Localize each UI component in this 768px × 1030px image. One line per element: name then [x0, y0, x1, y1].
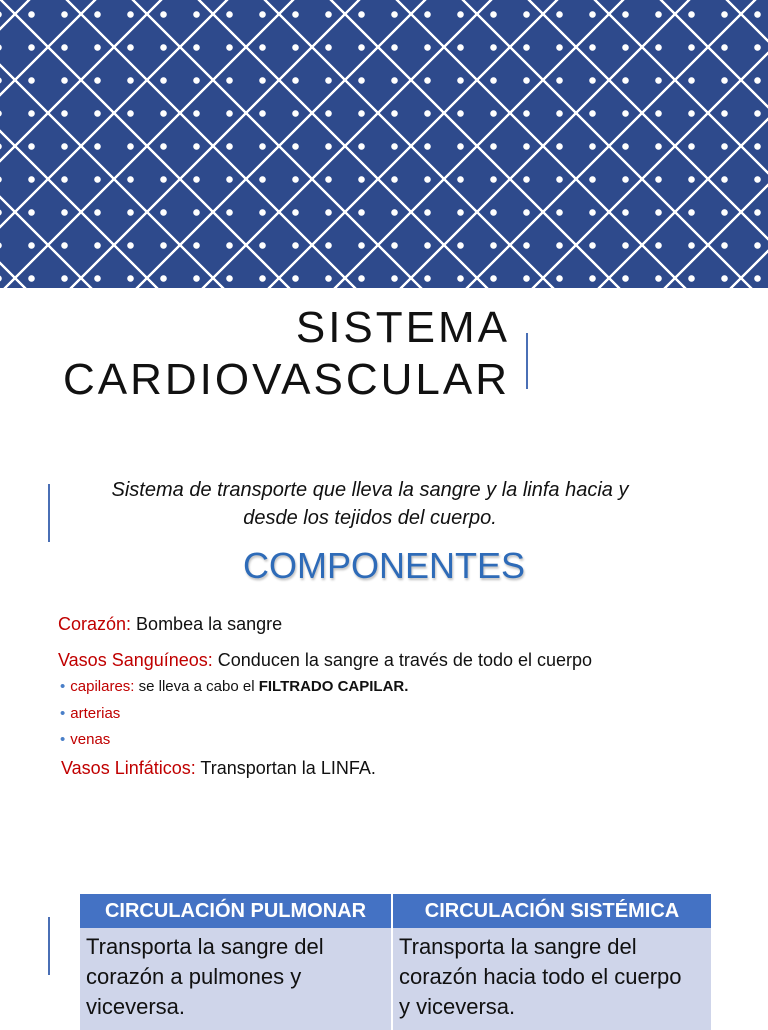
term-vasos-sanguineos: Vasos Sanguíneos:: [58, 650, 213, 670]
subtitle-line-2: desde los tejidos del cuerpo.: [243, 507, 497, 529]
cell-pulmonar-line-2: corazón a pulmones y: [86, 964, 302, 989]
bullet-icon: •: [60, 705, 66, 722]
desc-vasos-linfaticos: Transportan la LINFA.: [195, 758, 376, 778]
cell-pulmonar-line-3: viceversa.: [86, 994, 186, 1019]
list-item-vasos-linfaticos: [61, 758, 376, 779]
list-item-capilares: [60, 678, 408, 695]
term-arterias: arterias: [70, 705, 121, 722]
header-sistemica: CIRCULACIÓN SISTÉMICA: [392, 894, 711, 928]
table-accent-bar: [48, 917, 50, 975]
desc-vasos-sanguineos: Conducen la sangre a través de todo el cuerpo: [212, 650, 593, 670]
subtitle-accent-bar: [48, 484, 50, 542]
term-venas: venas: [70, 731, 111, 748]
subtitle: [60, 476, 680, 532]
cell-sistemica-line-2: corazón hacia todo el cuerpo: [399, 964, 682, 989]
cell-sistemica: [392, 928, 711, 1030]
bullet-icon: •: [60, 731, 66, 748]
header-pulmonar: CIRCULACIÓN PULMONAR: [80, 894, 392, 928]
table-row: [80, 928, 711, 1030]
title-line-1: SISTEMA: [295, 303, 510, 352]
list-item-vasos-sanguineos: [58, 650, 592, 671]
desc-capilares: se lleva a cabo el: [134, 678, 259, 695]
title-line-2: CARDIOVASCULAR: [62, 355, 510, 404]
bold-capilares: FILTRADO CAPILAR.: [258, 678, 409, 695]
components-heading: COMPONENTES: [242, 545, 526, 586]
term-corazon: Corazón:: [58, 614, 132, 634]
list-item-corazon: [58, 614, 282, 635]
cell-pulmonar-line-1: Transporta la sangre del: [86, 934, 324, 959]
term-vasos-linfaticos: Vasos Linfáticos:: [61, 758, 196, 778]
cell-sistemica-line-1: Transporta la sangre del: [399, 934, 637, 959]
cell-sistemica-line-3: y viceversa.: [399, 994, 516, 1019]
circulation-table: [80, 894, 711, 1030]
table-header-row: [80, 894, 711, 928]
term-capilares: capilares:: [70, 678, 135, 695]
decorative-banner: [0, 0, 768, 288]
list-item-arterias: [60, 705, 120, 722]
title-accent-bar: [526, 333, 528, 389]
bullet-icon: •: [60, 678, 66, 695]
desc-corazon: Bombea la sangre: [131, 614, 283, 634]
page-title: [60, 302, 510, 406]
list-item-venas: [60, 731, 110, 748]
subtitle-line-1: Sistema de transporte que lleva la sangre y la linfa hacia y: [111, 479, 629, 501]
cell-pulmonar: [80, 928, 392, 1030]
